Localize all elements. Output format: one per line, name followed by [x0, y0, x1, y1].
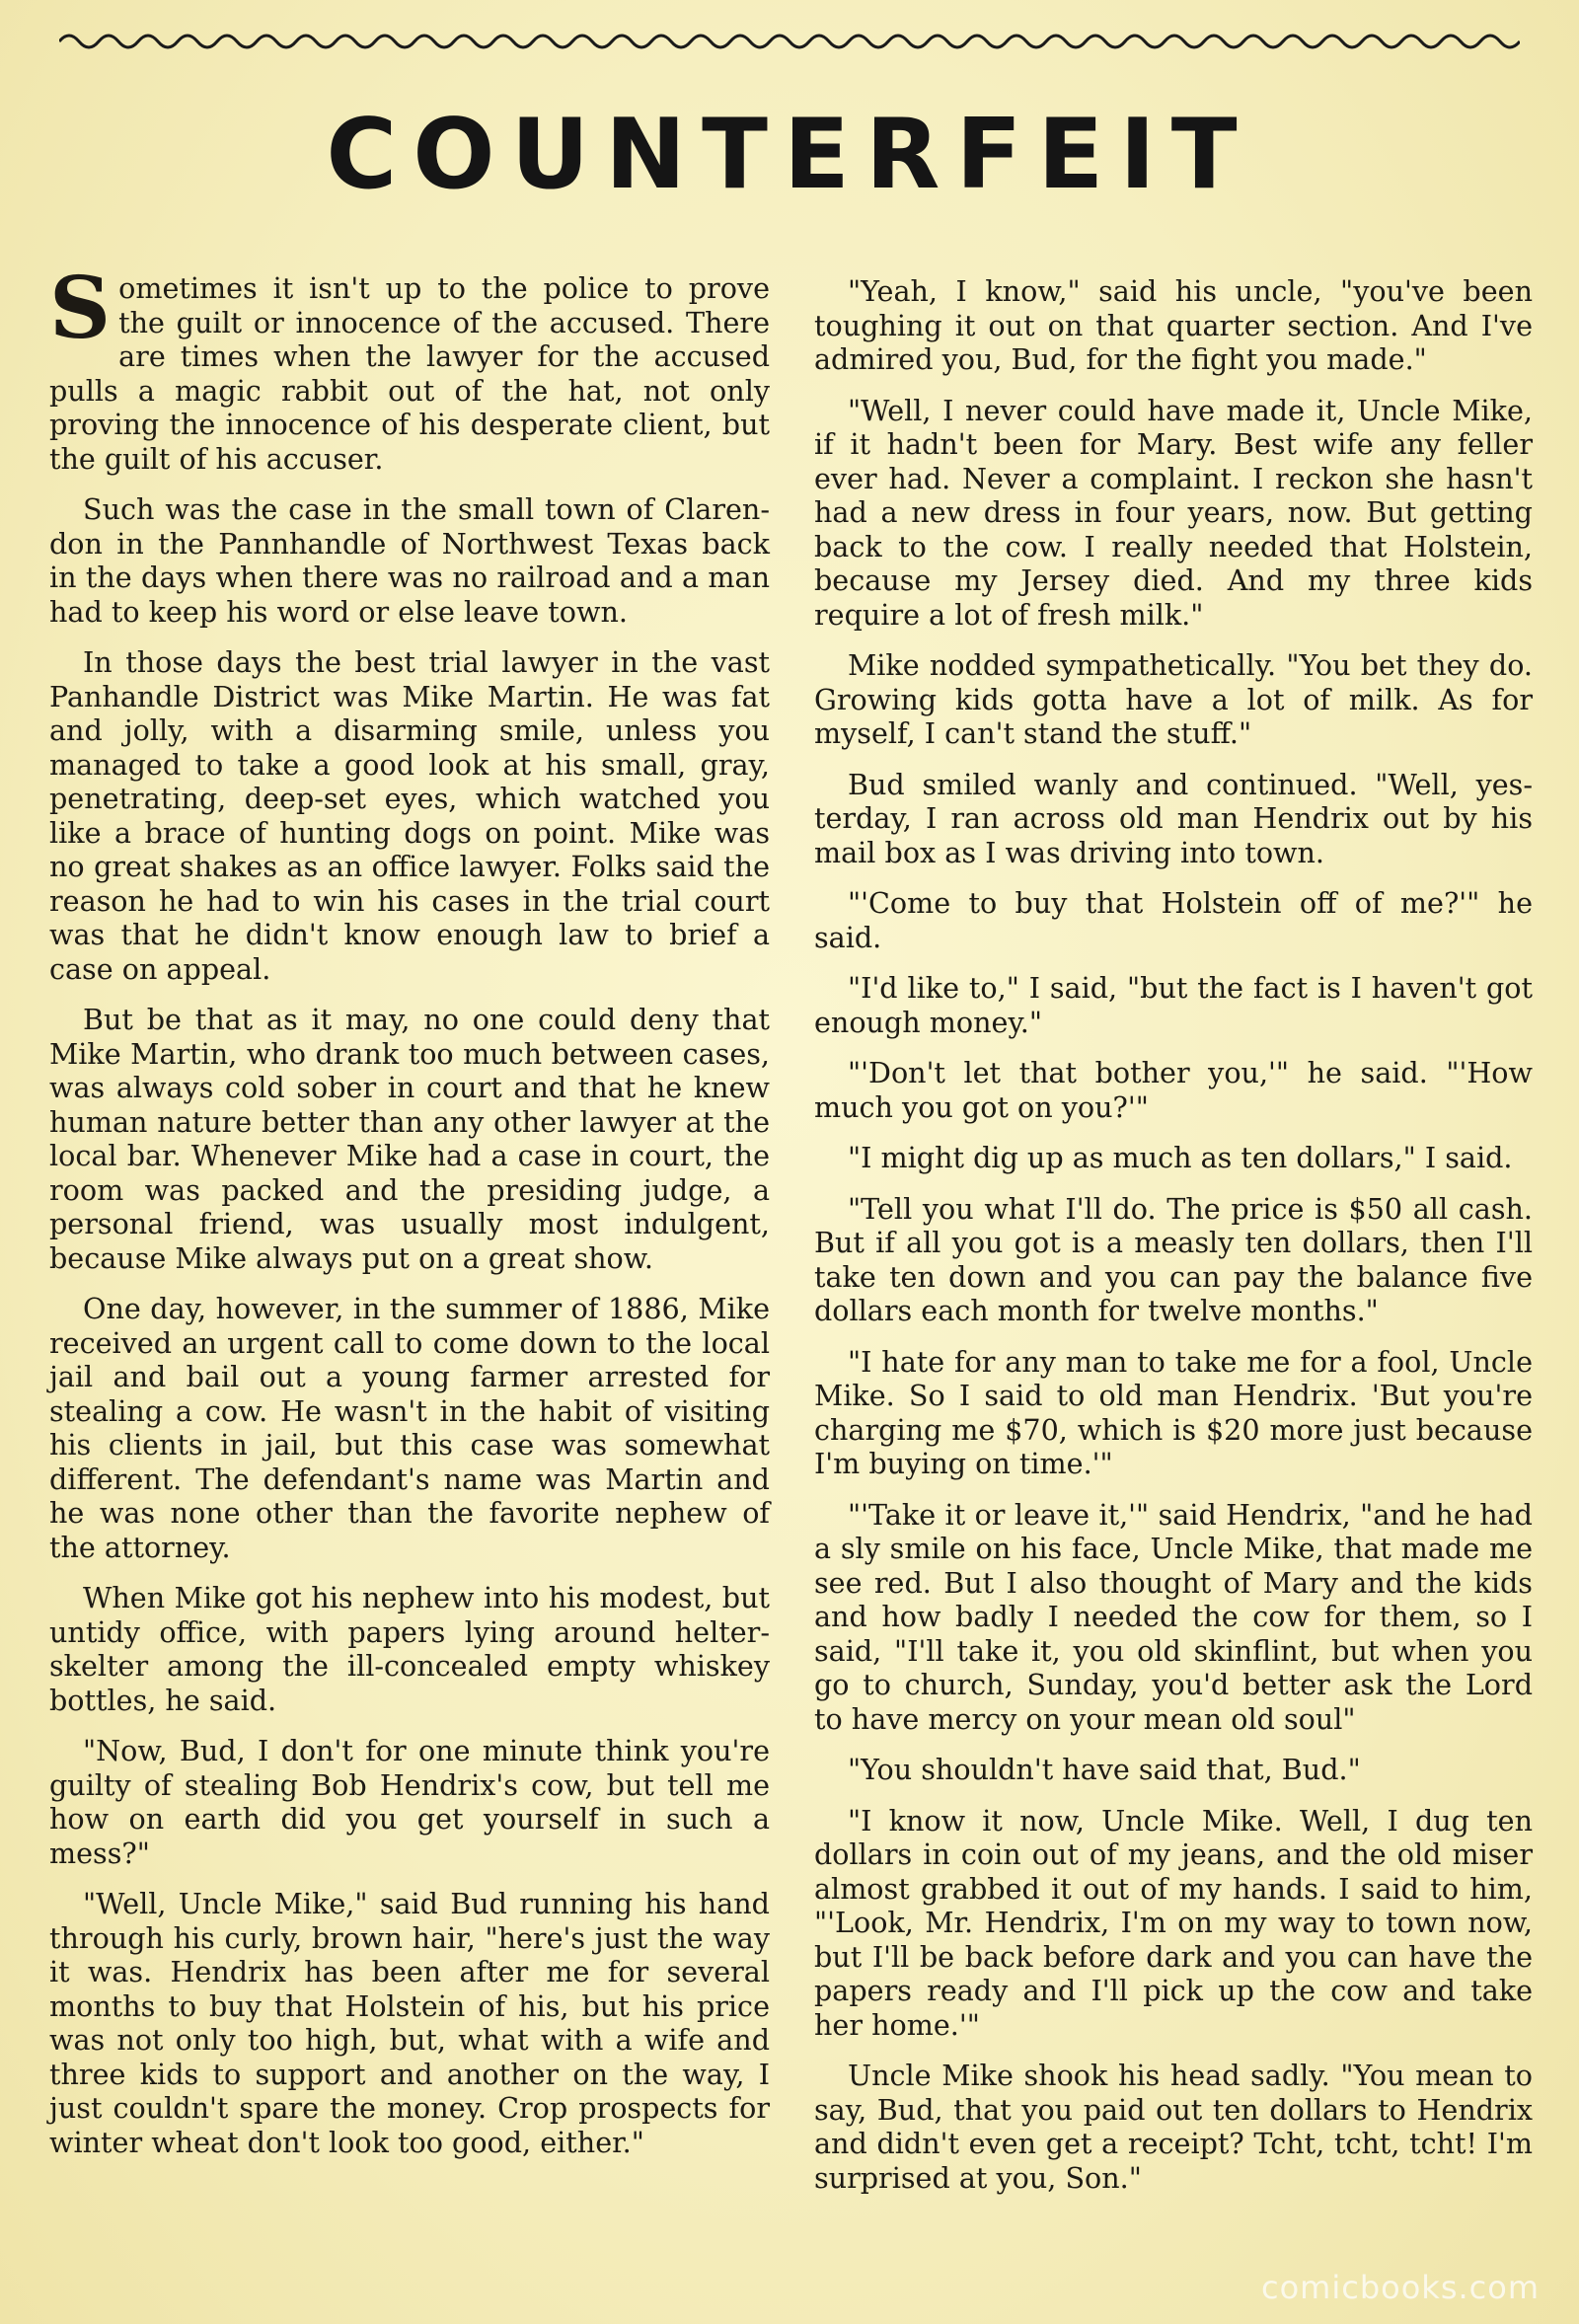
paragraph: One day, however, in the summer of 1886, Mike received an urgent call to come down to the local jail and bail out a young farmer arrested for stealing a cow. He wasn't in the habit of visiting his clients in jail, but this case was somewhat different. The defendant's name was Martin and he was none other than the favorite nephew of the attorney.	[49, 1292, 770, 1564]
paragraph: "Well, I never could have made it, Uncle Mike, if it hadn't been for Mary. Best wife any feller ever had. Never a complaint. I reckon she hasn't had a new dress in four years, now. But getting back to the cow. I really needed that Holstein, because my Jersey died. And my three kids require a lot of fresh milk."	[814, 393, 1533, 632]
paragraph: "Now, Bud, I don't for one minute think you're guilty of stealing Bob Hendrix's cow, but tell me how on earth did you get yourself in such a mess?"	[49, 1734, 770, 1870]
site-watermark: comicbooks.com	[1260, 2269, 1540, 2306]
paragraph: When Mike got his nephew into his modest, but untidy office, with papers lying around helterskelter among the ill-concealed empty whiskey bottles, he said.	[49, 1581, 770, 1717]
paragraph	[49, 259, 770, 476]
drop-cap: S	[49, 259, 112, 358]
paragraph: "I might dig up as much as ten dollars," I said.	[848, 1141, 1513, 1174]
right-column	[814, 274, 1533, 2212]
paragraph: "'Come to buy that Holstein off of me?'" he said.	[814, 886, 1533, 954]
paragraph: "I know it now, Uncle Mike. Well, I dug ten dollars in coin out of my jeans, and the old miser almost grabbed it out of my hands. I said to him, "'Look, Mr. Hendrix, I'm on my way to town now, but I'll be back before dark and you can have the papers ready and I'll pick up the cow and take her home.'"	[814, 1803, 1533, 2042]
paragraph: "Yeah, I know," said his uncle, "you've been toughing it out on that quarter section. And I've admired you, Bud, for the fight you made."	[814, 274, 1533, 376]
paragraph: "Tell you what I'll do. The price is $50 all cash. But if all you got is a measly ten dollars, then I'll take ten down and you can pay the balance five dollars each month for twelve months."	[814, 1191, 1533, 1327]
paragraph: "Well, Uncle Mike," said Bud running his hand through his curly, brown hair, "here's just the way it was. Hendrix has been after me for several months to buy that Holstein of his, but his price was not only too high, but, what with a wife and three kids to support and another on the way, I just couldn't spare the money. Crop prospects for winter wheat don't look too good, either."	[49, 1887, 770, 2159]
paragraph: "You shouldn't have said that, Bud."	[848, 1753, 1361, 1786]
paragraph: But be that as it may, no one could deny that Mike Martin, who drank too much between cases, was always cold sober in court and that he knew human nature better than any other lawyer at the local bar. Whenever Mike had a case in court, the room was packed and the presiding judge, a personal friend, was usually most indulgent, because Mike always put on a great show.	[49, 1003, 770, 1275]
paragraph: Bud smiled wanly and continued. "Well, yesterday, I ran across old man Hendrix out by his mail box as I was driving into town.	[814, 767, 1533, 869]
paragraph: Such was the case in the small town of Clarendon in the Pannhandle of Northwest Texas back in the days when there was no railroad and a man had to keep his word or else leave town.	[49, 492, 770, 629]
paragraph: Uncle Mike shook his head sadly. "You mean to say, Bud, that you paid out ten dollars to Hendrix and didn't even get a receipt? Tcht, tcht, tcht! I'm surprised at you, Son."	[814, 2059, 1533, 2195]
paragraph: In those days the best trial lawyer in the vast Panhandle District was Mike Martin. He was fat and jolly, with a disarming smile, unless you managed to take a good look at his small, gray, penetrating, deep-set eyes, which watched you like a brace of hunting dogs on point. Mike was no great shakes as an office lawyer. Folks said the reason he had to win his cases in the trial court was that he didn't know enough law to brief a case on appeal.	[49, 645, 770, 986]
paragraph: "I'd like to," I said, "but the fact is I haven't got enough money."	[814, 971, 1533, 1039]
paragraph: Mike nodded sympathetically. "You bet they do. Growing kids gotta have a lot of milk. As for myself, I can't stand the stuff."	[814, 648, 1533, 750]
left-column	[49, 259, 770, 2176]
wavy-border-decoration	[59, 22, 1520, 61]
paragraph: "I hate for any man to take me for a fool, Uncle Mike. So I said to old man Hendrix. 'But you're charging me $70, which is $20 more just because I'm buying on time.'"	[814, 1344, 1533, 1480]
paragraph: "'Take it or leave it,'" said Hendrix, "and he had a sly smile on his face, Uncle Mike, that made me see red. But I also thought of Mary and the kids and how badly I needed the cow for them, so I said, "I'll take it, you old skinflint, but when you go to church, Sunday, you'd better ask the Lord to have mercy on your mean old soul"	[814, 1497, 1533, 1736]
story-title: COUNTERFEIT	[326, 99, 1253, 211]
paragraph: "'Don't let that bother you,'" he said. "'How much you got on you?'"	[814, 1056, 1533, 1124]
paragraph-text: ometimes it isn't up to the police to prove the guilt or innocence of the accused. There are times when the lawyer for the accused pulls a magic rabbit out of the hat, not only proving the innocence of his desperate client, but the guilt of his accuser.	[49, 271, 770, 476]
